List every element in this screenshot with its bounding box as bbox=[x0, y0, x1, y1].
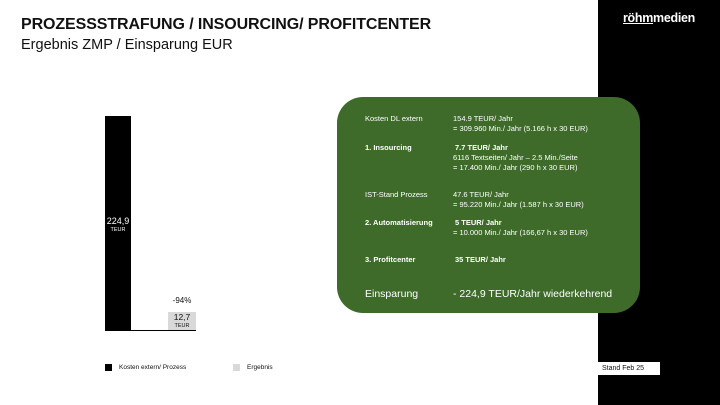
legend-swatch-grey bbox=[233, 364, 240, 371]
panel-line: = 309.960 Min./ Jahr (5.166 h x 30 EUR) bbox=[453, 124, 588, 133]
panel-row-value bbox=[453, 288, 612, 300]
panel-line: - 224,9 TEUR/Jahr wiederkehrend bbox=[453, 288, 613, 300]
bar-ergebnis-unit: TEUR bbox=[174, 323, 190, 329]
change-percent-label: -94% bbox=[172, 296, 192, 305]
panel-line: 5 TEUR/ Jahr bbox=[455, 218, 502, 227]
page-subtitle: Ergebnis ZMP / Einsparung EUR bbox=[21, 37, 233, 53]
panel-row-label: Einsparung bbox=[365, 288, 419, 300]
panel-line: 6116 Textseiten/ Jahr – 2.5 Min./Seite bbox=[453, 153, 578, 162]
legend-swatch-black bbox=[105, 364, 112, 371]
brand-logo-part2: medien bbox=[653, 11, 696, 25]
savings-panel bbox=[337, 97, 640, 313]
legend-item-kosten-extern bbox=[105, 364, 186, 371]
panel-row-label: 1. Insourcing bbox=[365, 143, 412, 152]
panel-line: 47.6 TEUR/ Jahr bbox=[453, 190, 509, 199]
panel-line: = 95.220 Min./ Jahr (1.587 h x 30 EUR) bbox=[453, 200, 584, 209]
panel-row-value bbox=[453, 255, 506, 265]
panel-line: 7.7 TEUR/ Jahr bbox=[455, 143, 508, 152]
legend-label: Kosten extern/ Prozess bbox=[119, 364, 187, 371]
bar-kosten-extern-unit: TEUR bbox=[110, 227, 126, 233]
panel-row-label: Kosten DL extern bbox=[365, 114, 423, 123]
panel-row-label: 2. Automatisierung bbox=[365, 218, 433, 227]
panel-line: 154.9 TEUR/ Jahr bbox=[453, 114, 513, 123]
panel-line: 35 TEUR/ Jahr bbox=[455, 255, 506, 264]
chart-baseline bbox=[105, 330, 196, 331]
brand-logo bbox=[600, 11, 718, 25]
brand-logo-part1: röhm bbox=[622, 11, 654, 25]
panel-line: = 17.400 Min./ Jahr (290 h x 30 EUR) bbox=[453, 163, 578, 172]
legend-label: Ergebnis bbox=[247, 364, 273, 371]
panel-row-label: IST-Stand Prozess bbox=[365, 190, 428, 199]
panel-row-value bbox=[453, 190, 584, 210]
bar-ergebnis-value: 12,7 bbox=[173, 312, 191, 322]
page-title: PROZESSSTRAFUNG / INSOURCING/ PROFITCENTER bbox=[21, 16, 432, 33]
stand-date-label: Stand Feb 25 bbox=[598, 362, 660, 375]
panel-row-label: 3. Profitcenter bbox=[365, 255, 416, 264]
panel-row-value bbox=[453, 218, 588, 238]
legend-item-ergebnis bbox=[233, 364, 273, 371]
panel-line: = 10.000 Min./ Jahr (166,67 h x 30 EUR) bbox=[453, 228, 588, 237]
bar-kosten-extern-value: 224,9 bbox=[106, 216, 130, 226]
panel-row-value bbox=[453, 114, 588, 134]
panel-row-value bbox=[453, 143, 578, 173]
